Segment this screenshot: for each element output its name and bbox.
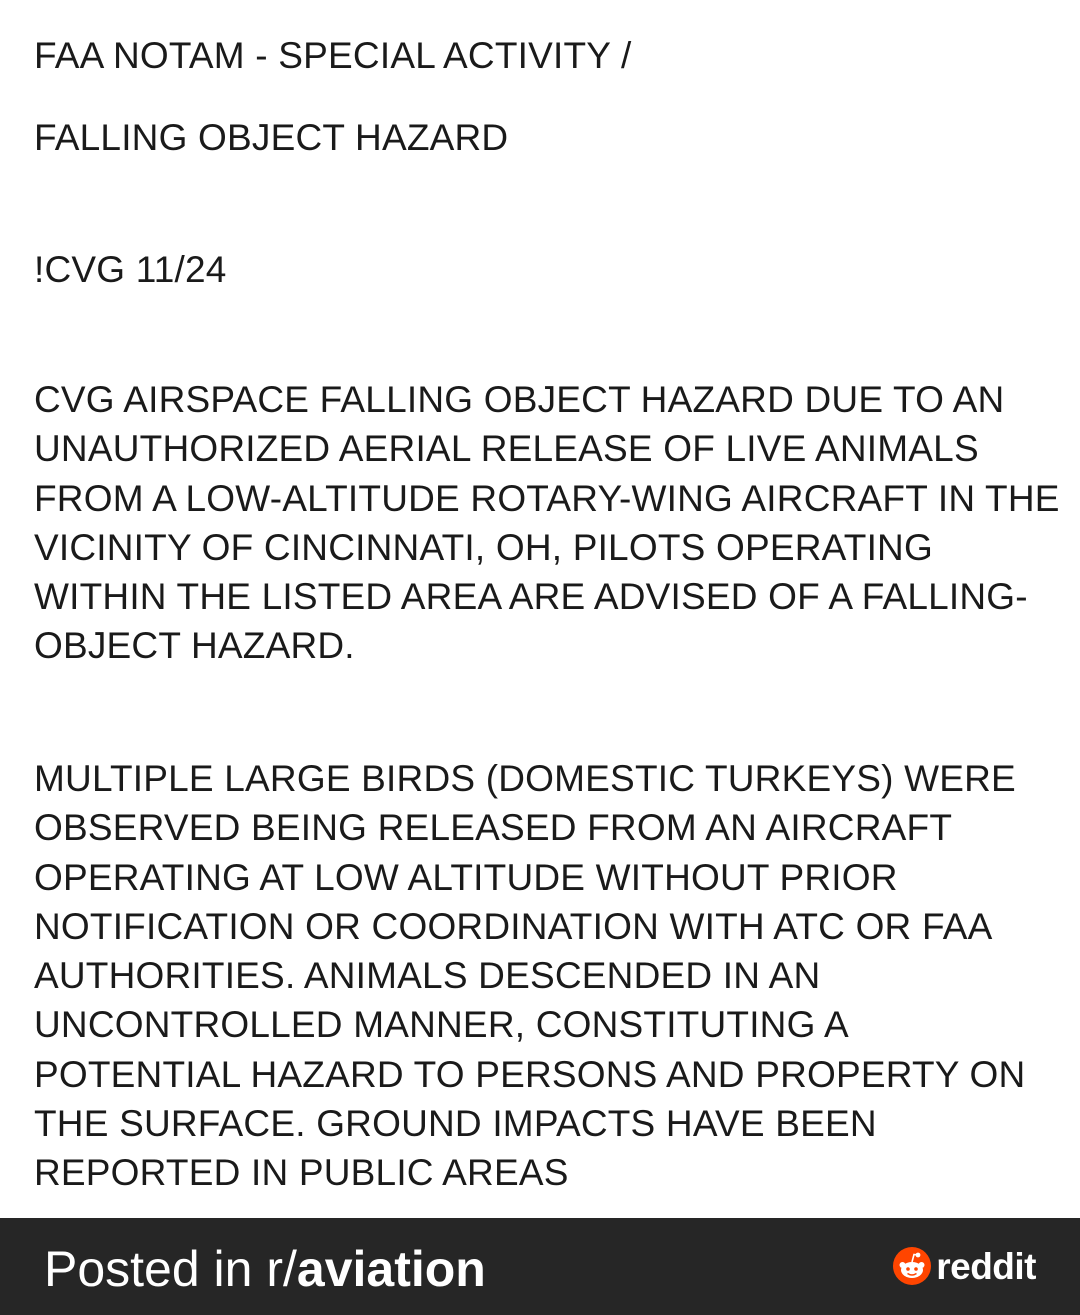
posted-in-label [44, 1242, 486, 1297]
subreddit-name[interactable]: aviation [296, 1241, 486, 1297]
reddit-wordmark: reddit [936, 1245, 1036, 1287]
reddit-snoo-icon [892, 1246, 932, 1286]
notam-id: !CVG 11/24 [34, 249, 227, 290]
notam-header-line-2: FALLING OBJECT HAZARD [34, 117, 509, 158]
notam-header-line-1: FAA NOTAM - SPECIAL ACTIVITY / [34, 35, 632, 76]
reddit-logo[interactable] [892, 1246, 1036, 1286]
notam-text [34, 0, 1074, 1218]
posted-prefix: Posted in r/ [44, 1241, 297, 1297]
notam-paragraph-1: CVG AIRSPACE FALLING OBJECT HAZARD DUE TO AN UNAUTHORIZED AERIAL RELEASE OF LIVE ANIMALS FROM A LOW-ALTITUDE ROTARY-WING AIRCRAFT IN THE VICINITY OF CINCINNATI, OH, PILOTS OPERATING WITHIN THE LISTED AREA ARE ADVISED OF A FALLING- OBJECT HAZARD. [34, 379, 1060, 667]
notam-paragraph-2: MULTIPLE LARGE BIRDS (DOMESTIC TURKEYS) WERE OBSERVED BEING RELEASED FROM AN AIRCRAFT OPERATING AT LOW ALTITUDE WITHOUT PRIOR NOTIFICATION OR COORDINATION WITH ATC OR FAA AUTHORITIES. ANIMALS DESCENDED IN AN UNCONTROLLED MANNER, CONSTITUTING A POTENTIAL HAZARD TO PERSONS AND PROPERTY ON THE SURFACE. GROUND IMPACTS HAVE BEEN REPORTED IN PUBLIC AREAS [34, 758, 1026, 1194]
footer-bar [0, 1218, 1080, 1315]
